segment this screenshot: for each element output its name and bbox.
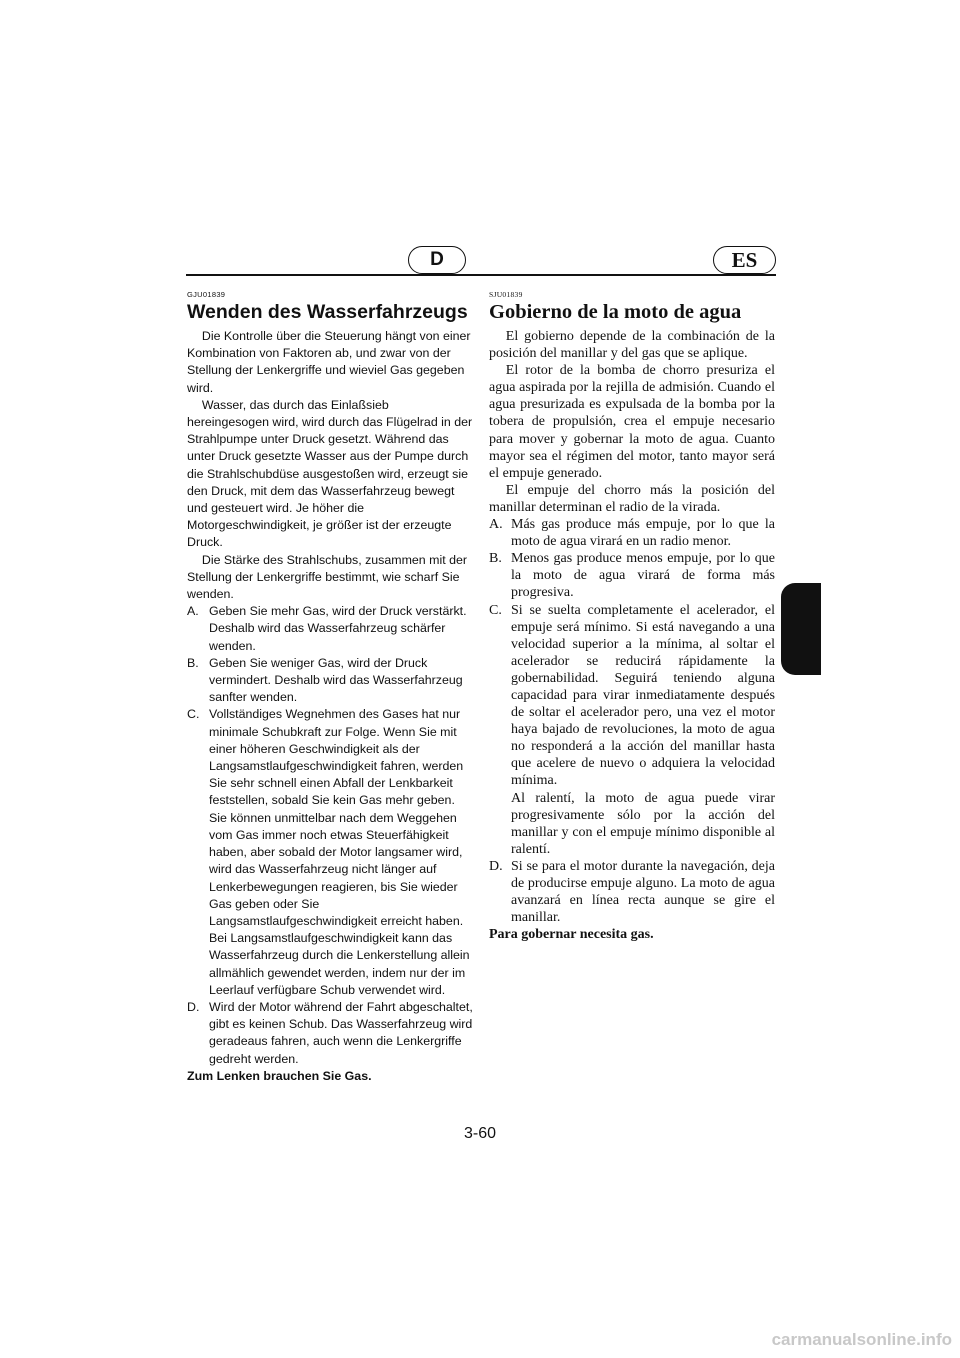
list-text: Vollständiges Wegnehmen des Gases hat nur minimale Schubkraft zur Folge. Wenn Sie mit einer höheren Geschwindigkeit als der Langsamstlaufgeschwindigkeit fahren, werden Sie sehr schnell einen Abfall der Lenkbarkeit feststellen, sobald Sie kein Gas mehr geben. Sie können unmittelbar nach dem Weggehen vom Gas immer noch etwas Steuerfähigkeit haben, aber sobald der Motor langsamer wird, wird das Wasserfahrzeug nicht länger auf Lenkerbewegungen reagieren, bis Sie wieder Gas geben oder Sie Langsamstlaufgeschwindigkeit erreicht haben. (209, 707, 464, 928)
paragraph: Die Stärke des Strahlschubs, zusammen mit der Stellung der Lenkergriffe bestimmt, wie scharf Sie wenden. (187, 552, 468, 602)
watermark: carmanualsonline.info (771, 1330, 952, 1349)
list-text: Wird der Motor während der Fahrt abgeschaltet, gibt es keinen Schub. Das Wasserfahrzeug wird geradeaus fahren, auch wenn die Lenkergriffe gedreht werden. (209, 999, 473, 1066)
list-marker: C. (489, 602, 502, 618)
list-item (489, 602, 775, 790)
paragraph: El rotor de la bomba de chorro presuriza el agua aspirada por la rejilla de admisión. Cuando el agua presurizada es expulsada de la bomba por la tobera de propulsión, crea el empuje necesario para mover y gobernar la moto de agua. Cuanto mayor sea el régimen del motor, tanto mayor será el empuje generado. (489, 363, 775, 481)
list-sub-paragraph: Bei Langsamstlaufgeschwindigkeit kann das Wasserfahrzeug durch die Lenkerstellung allein allmählich gewendet werden, indem nur der im Leerlauf verfügbare Schub verwendet wird. (209, 931, 470, 997)
column-spanish (489, 290, 775, 943)
paragraph: El empuje del chorro más la posición del manillar determinan el radio de la virada. (489, 482, 775, 515)
language-badge-de: D (408, 246, 466, 274)
section-code: GJU01839 (187, 290, 226, 299)
list-sub-paragraph: Al ralentí, la moto de agua puede virar progresivamente sólo por la acción del manillar y con el empuje mínimo disponible al ralentí. (511, 790, 775, 857)
list-marker: A. (489, 517, 503, 533)
list-item (489, 516, 775, 550)
list-item (489, 550, 775, 601)
list-text: Más gas produce más empuje, por lo que la moto de agua virará en un radio menor. (511, 517, 775, 550)
list-text: Si se suelta completamente el acelerador, el empuje será mínimo. Si está navegando a una velocidad superior a la mínima, al soltar el acelerador se reducirá rápidamente la gobernabilidad. Seguirá teniendo alguna capacidad para virar inmediatamente después de soltar el acelerador pero, una vez el motor haya bajado de revoluciones, la moto de agua no responderá a la acción del manillar hasta que acelere de nuevo o adquiera la velocidad mínima. (511, 602, 775, 789)
paragraph: El gobierno depende de la combinación de la posición del manillar y del gas que se aplique. (489, 329, 775, 362)
list-text: Si se para el motor durante la navegación, deja de producirse empuje alguno. La moto de agua avanzará en línea recta aunque se gire el manillar. (511, 858, 775, 926)
list-marker: D. (489, 858, 503, 874)
column-german (187, 290, 473, 1085)
language-badge-es: ES (713, 246, 776, 274)
list-marker: A. (187, 604, 199, 619)
paragraph: Wasser, das durch das Einlaßsieb hereingesogen wird, wird durch das Flügelrad in der Strahlpumpe unter Druck gesetzt. Während das unter Druck gesetzte Wasser aus der Pumpe durch die Strahlschubdüse ausgestoßen wird, erzeugt sie den Druck, mit dem das Wasserfahrzeug bewegt und gesteuert wird. Je höher die Motorgeschwindigkeit, je größer ist der erzeugte Druck. (187, 397, 473, 550)
list-text: Menos gas produce menos empuje, por lo que la moto de agua virará de forma más progresiva. (511, 551, 775, 601)
list-text: Geben Sie mehr Gas, wird der Druck verstärkt. Deshalb wird das Wasserfahrzeug schärfer wenden. (209, 604, 467, 653)
page-number: 3-60 (463, 1125, 497, 1142)
list-marker: B. (187, 655, 199, 670)
paragraph: Die Kontrolle über die Steuerung hängt von einer Kombination von Faktoren ab, und zwar von der Stellung der Lenkergriffe und wieviel Gas gegeben wird. (187, 329, 471, 395)
header-rule (186, 274, 776, 276)
list-marker: B. (489, 551, 502, 567)
closing-note: Para gobernar necesita gas. (489, 927, 654, 943)
list-marker: D. (187, 999, 200, 1014)
list-text: Geben Sie weniger Gas, wird der Druck vermindert. Deshalb wird das Wasserfahrzeug sanfter wenden. (209, 655, 463, 705)
list-marker: C. (187, 707, 200, 722)
list-item (187, 999, 473, 1068)
section-title: Gobierno de la moto de agua (489, 301, 742, 323)
closing-note: Zum Lenken brauchen Sie Gas. (187, 1068, 372, 1083)
section-title: Wenden des Wasserfahrzeugs (187, 301, 468, 323)
list-item (187, 603, 473, 655)
list-item (187, 706, 473, 930)
list-item (489, 858, 775, 926)
chapter-tab (781, 583, 821, 675)
list-item (187, 655, 473, 707)
section-code: SJU01839 (489, 290, 523, 299)
